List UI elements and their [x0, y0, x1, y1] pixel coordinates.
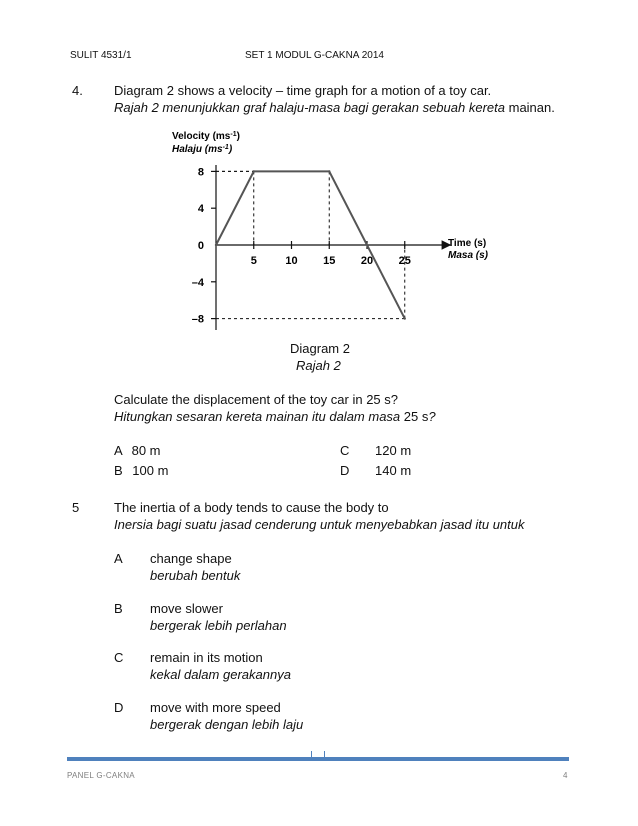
q4-question-bm-italic: Hitungkan sesaran kereta mainan itu dalam masa: [114, 409, 401, 424]
option-text: 120 m: [375, 443, 412, 458]
option-text-bm: berubah bentuk: [150, 568, 241, 583]
data-point: [404, 317, 406, 319]
y-tick-label: 0: [197, 240, 204, 252]
option-text: 140 m: [375, 463, 412, 478]
option-letter: C: [114, 650, 124, 665]
q4-text-bm: [114, 100, 555, 115]
q5-option-a[interactable]: [114, 551, 241, 583]
q4-question-bm: [114, 409, 436, 424]
q4-option-b[interactable]: [114, 463, 168, 478]
diagram-label: Diagram 2: [290, 341, 350, 356]
velocity-time-graph: [160, 125, 500, 330]
y-tick-label: –8: [191, 313, 204, 326]
option-letter: D: [114, 700, 124, 715]
q5-text-en: The inertia of a body tends to cause the body to: [114, 500, 389, 515]
option-text: 80 m: [131, 443, 161, 458]
q5-number: 5: [72, 500, 80, 515]
option-text-bm: kekal dalam gerakannya: [150, 667, 291, 682]
q5-option-b[interactable]: [114, 601, 287, 633]
option-letter: C: [340, 443, 350, 458]
option-text-en: move slower: [150, 601, 223, 616]
x-axis-label: Time (s): [448, 238, 487, 249]
option-text-bm: bergerak dengan lebih laju: [150, 717, 304, 732]
q4-option-c[interactable]: [340, 443, 411, 458]
q4-option-d[interactable]: [340, 463, 411, 478]
data-point: [253, 170, 255, 172]
y-tick-label: 8: [197, 166, 204, 179]
q4-question-en: Calculate the displacement of the toy car in 25 s?: [114, 392, 398, 407]
option-text-bm: bergerak lebih perlahan: [150, 618, 287, 633]
q4-number: 4.: [72, 83, 83, 98]
option-letter: A: [114, 551, 123, 566]
q4-text-bm-tail: mainan.: [508, 100, 555, 115]
option-letter: A: [114, 443, 122, 458]
q4-text-en: Diagram 2 shows a velocity – time graph for a motion of a toy car.: [114, 83, 492, 98]
option-text-en: remain in its motion: [150, 650, 263, 665]
option-letter: B: [114, 601, 123, 616]
footer-divider: [67, 757, 569, 761]
page-number: 4: [563, 771, 568, 780]
diagram-label-bm: Rajah 2: [296, 358, 341, 373]
y-axis-label: Velocity $(ms^{-1})$: [172, 130, 240, 142]
q4-text-bm-italic: Rajah 2 menunjukkan graf halaju-masa bagi gerakan sebuah kereta: [114, 100, 505, 115]
x-tick-label: 15: [323, 255, 336, 267]
y-tick-label: –4: [191, 276, 204, 289]
header-center: SET 1 MODUL G-CAKNA 2014: [245, 50, 384, 61]
y-tick-label: 4: [197, 203, 204, 216]
option-text: 100 m: [132, 463, 169, 478]
data-point: [328, 170, 330, 172]
q4-option-a[interactable]: [114, 443, 161, 458]
x-tick-label: 20: [360, 255, 374, 267]
y-axis-label-bm: Halaju $(ms^{-1})$: [172, 143, 233, 155]
data-point: [215, 244, 217, 246]
q5-text-bm: Inersia bagi suatu jasad cenderung untuk menyebabkan jasad itu untuk: [114, 517, 525, 532]
x-tick-label: 25: [398, 255, 411, 267]
footer-left: PANEL G-CAKNA: [67, 771, 135, 780]
option-letter: D: [340, 463, 350, 478]
x-tick-label: 10: [285, 255, 298, 267]
x-tick-label: 5: [250, 255, 257, 267]
q4-question-bm-mark: ?: [428, 409, 436, 424]
header-left: SULIT 4531/1: [70, 50, 132, 61]
option-letter: B: [114, 463, 123, 478]
q4-question-bm-tail: 25 s: [403, 409, 429, 424]
option-text-en: move with more speed: [150, 700, 281, 715]
q5-option-d[interactable]: [114, 700, 304, 732]
q5-option-c[interactable]: [114, 650, 291, 682]
x-axis-label-bm: Masa (s): [448, 250, 489, 261]
option-text-en: change shape: [150, 551, 232, 566]
